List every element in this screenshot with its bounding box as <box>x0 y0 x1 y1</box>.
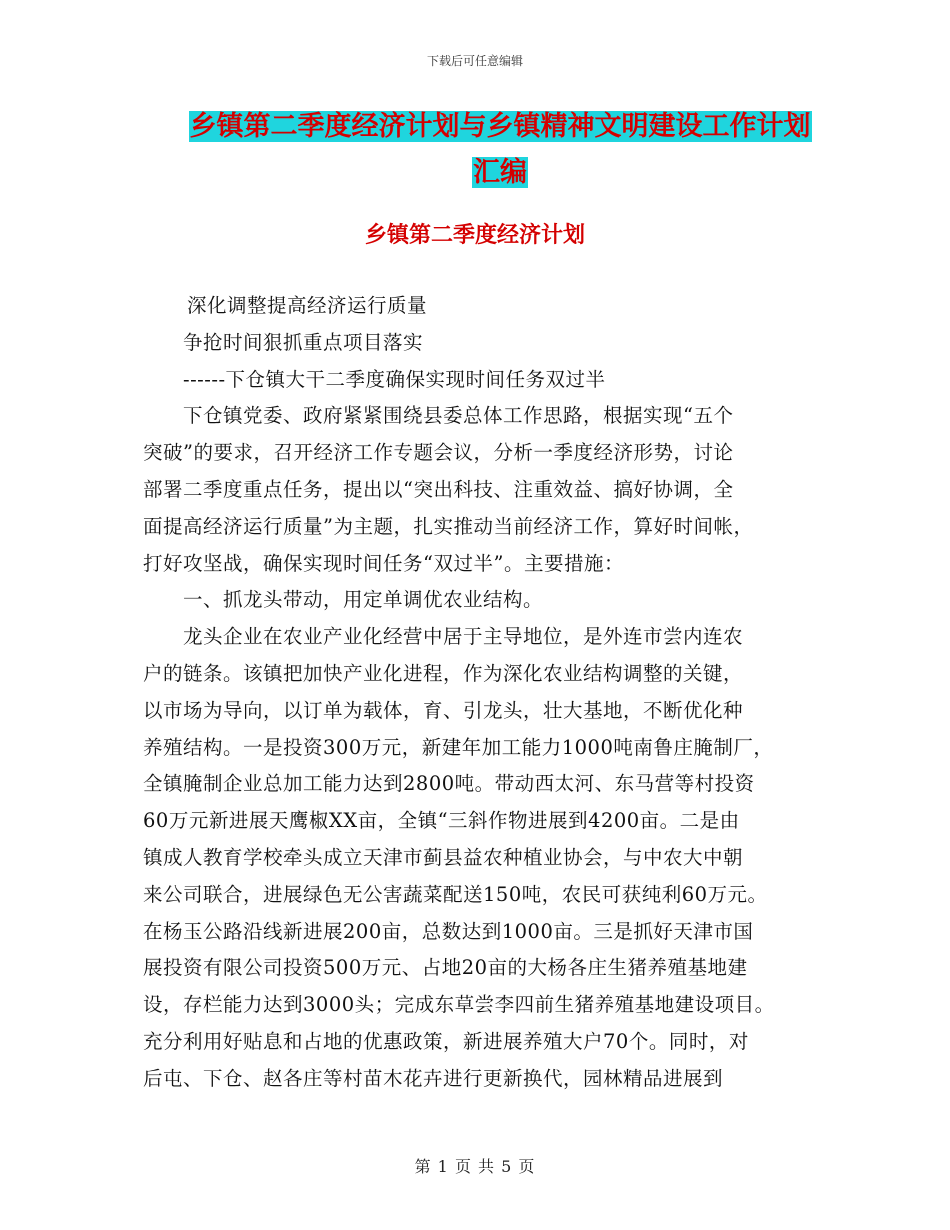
body-line: 设，存栏能力达到3000头；完成东草尝李四前生猪养殖基地建设项目。 <box>143 993 775 1017</box>
section-title: 乡镇第二季度经济计划 <box>364 223 585 248</box>
body-line: 一、抓龙头带动，用定单调优农业结构。 <box>183 588 544 612</box>
document-title <box>140 104 860 196</box>
body-line: 养殖结构。一是投资300万元，新建年加工能力1000吨南鲁庄腌制厂， <box>143 735 774 759</box>
body-line: 部署二季度重点任务，提出以“突出科技、注重效益、搞好协调，全 <box>143 477 734 501</box>
body-line: 龙头企业在农业产业化经营中居于主导地位，是外连市尝内连农 <box>183 625 744 649</box>
body-line: 在杨玉公路沿线新进展200亩，总数达到1000亩。三是抓好天津市国 <box>143 919 754 943</box>
body-line: 60万元新进展天鹰椒XX亩，全镇“三斜作物进展到4200亩。二是由 <box>143 809 740 833</box>
body-text <box>143 288 823 1098</box>
body-line: 突破”的要求，召开经济工作专题会议，分析一季度经济形势，讨论 <box>143 441 734 465</box>
body-line: 面提高经济运行质量”为主题，扎实推动当前经济工作，算好时间帐， <box>143 514 754 538</box>
body-line: 镇成人教育学校牵头成立天津市蓟县益农种植业协会，与中农大中朝 <box>143 845 744 869</box>
header-note: 下载后可任意编辑 <box>426 54 523 68</box>
body-line: 下仓镇党委、政府紧紧围绕县委总体工作思路，根据实现“五个 <box>183 404 734 428</box>
body-line: 户的链条。该镇把加快产业化进程，作为深化农业结构调整的关键， <box>143 661 744 685</box>
body-line: 来公司联合，进展绿色无公害蔬菜配送150吨，农民可获纯利60万元。 <box>143 882 768 906</box>
body-line: 后屯、下仓、赵各庄等村苗木花卉进行更新换代，园林精品进展到 <box>143 1066 724 1090</box>
body-line: 展投资有限公司投资500万元、占地20亩的大杨各庄生猪养殖基地建 <box>143 956 748 980</box>
page-footer: 第 1 页 共 5 页 <box>414 1157 536 1176</box>
document-title-line2: 汇编 <box>473 157 527 188</box>
body-line: 深化调整提高经济运行质量 <box>187 294 428 317</box>
body-line: 以市场为导向，以订单为载体，育、引龙头，壮大基地，不断优化种 <box>143 698 744 722</box>
body-line: ------下仓镇大干二季度确保实现时间任务双过半 <box>183 367 606 391</box>
body-line: 争抢时间狠抓重点项目落实 <box>183 330 424 354</box>
document-title-line1: 乡镇第二季度经济计划与乡镇精神文明建设工作计划 <box>189 111 811 142</box>
body-line: 全镇腌制企业总加工能力达到2800吨。带动西太河、东马营等村投资 <box>143 772 755 796</box>
body-line: 充分利用好贴息和占地的优惠政策，新进展养殖大户70个。同时，对 <box>143 1029 749 1053</box>
body-line: 打好攻坚战，确保实现时间任务“双过半”。主要措施： <box>143 551 624 575</box>
